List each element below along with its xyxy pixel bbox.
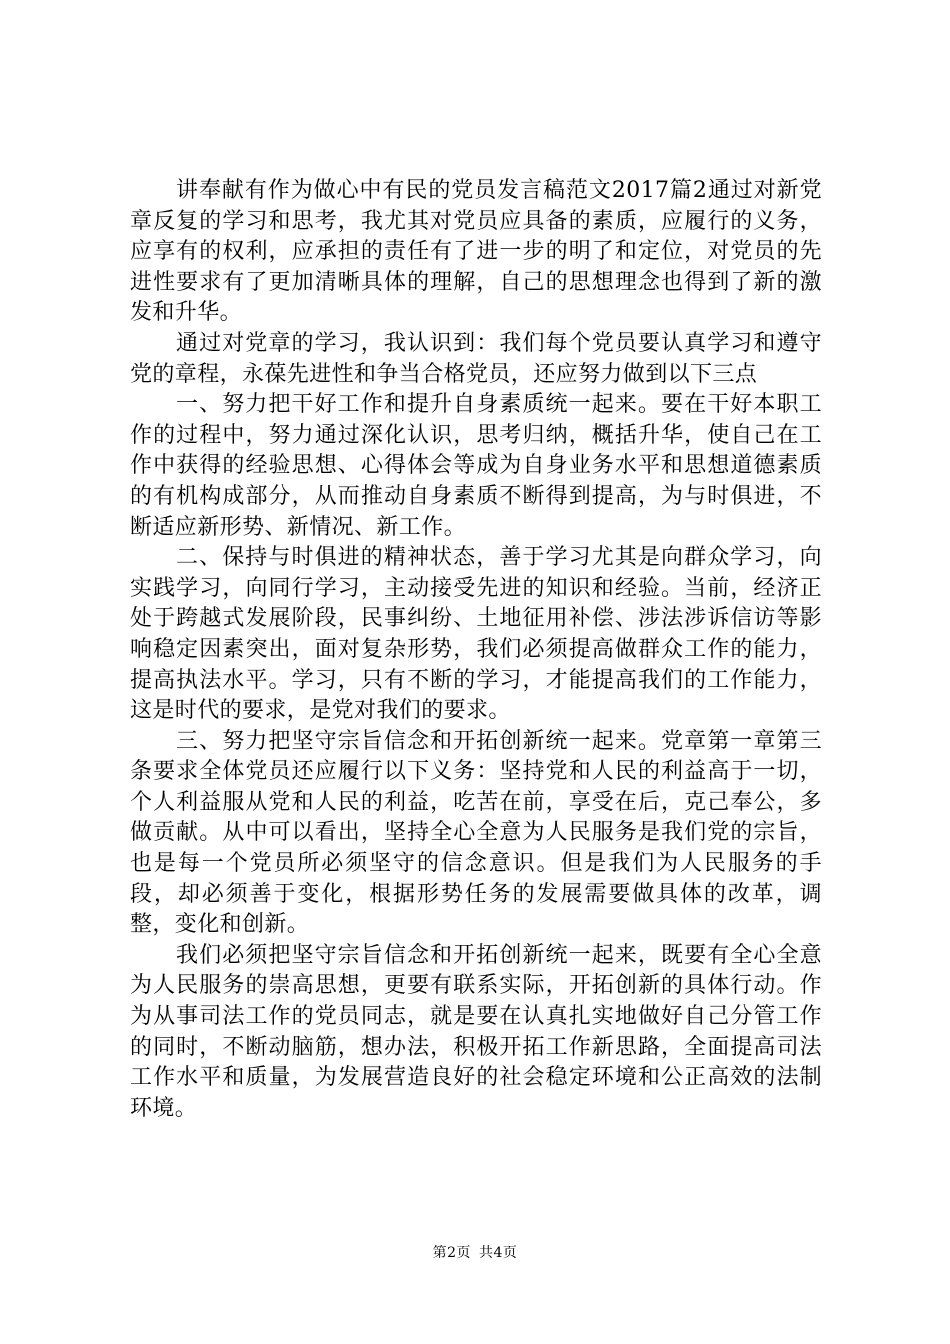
- paragraph-three-points: 通过对党章的学习，我认识到：我们每个党员要认真学习和遵守党的章程，永葆先进性和争当合格党员，还应努力做到以下三点: [130, 330, 822, 387]
- page-footer: [0, 1244, 950, 1262]
- document-body: [130, 176, 822, 1124]
- paragraph-point-two: 二、保持与时俱进的精神状态，善于学习尤其是向群众学习，向实践学习，向同行学习，主动接受先进的知识和经验。当前，经济正处于跨越式发展阶段，民事纠纷、土地征用补偿、涉法涉诉信访等影响稳定因素突出，面对复杂形势，我们必须提高做群众工作的能力，提高执法水平。学习，只有不断的学习，才能提高我们的工作能力，这是时代的要求，是党对我们的要求。: [130, 545, 822, 724]
- paragraph-intro: 讲奉献有作为做心中有民的党员发言稿范文2017篇2通过对新党章反复的学习和思考，我尤其对党员应具备的素质，应履行的义务，应享有的权利，应承担的责任有了进一步的明了和定位，对党员的先进性要求有了更加清晰具体的理解，自己的思想理念也得到了新的激发和升华。: [130, 178, 822, 326]
- page-total: 共4页: [479, 1245, 518, 1261]
- paragraph-conclusion: 我们必须把坚守宗旨信念和开拓创新统一起来，既要有全心全意为人民服务的崇高思想，更要有联系实际，开拓创新的具体行动。作为从事司法工作的党员同志，就是要在认真扎实地做好自己分管工作的同时，不断动脑筋，想办法，积极开拓工作新思路，全面提高司法工作水平和质量，为发展营造良好的社会稳定环境和公正高效的法制环境。: [130, 942, 822, 1121]
- page-number: 第2页: [432, 1245, 471, 1261]
- paragraph-point-one: 一、努力把干好工作和提升自身素质统一起来。要在干好本职工作的过程中，努力通过深化认识，思考归纳，概括升华，使自己在工作中获得的经验思想、心得体会等成为自身业务水平和思想道德素质的有机构成部分，从而推动自身素质不断得到提高，为与时俱进，不断适应新形势、新情况、新工作。: [130, 392, 822, 540]
- paragraph-point-three: 三、努力把坚守宗旨信念和开拓创新统一起来。党章第一章第三条要求全体党员还应履行以下义务：坚持党和人民的利益高于一切，个人利益服从党和人民的利益，吃苦在前，享受在后，克己奉公，多做贡献。从中可以看出，坚持全心全意为人民服务是我们党的宗旨，也是每一个党员所必须坚守的信念意识。但是我们为人民服务的手段，却必须善于变化，根据形势任务的发展需要做具体的改革，调整，变化和创新。: [130, 728, 822, 938]
